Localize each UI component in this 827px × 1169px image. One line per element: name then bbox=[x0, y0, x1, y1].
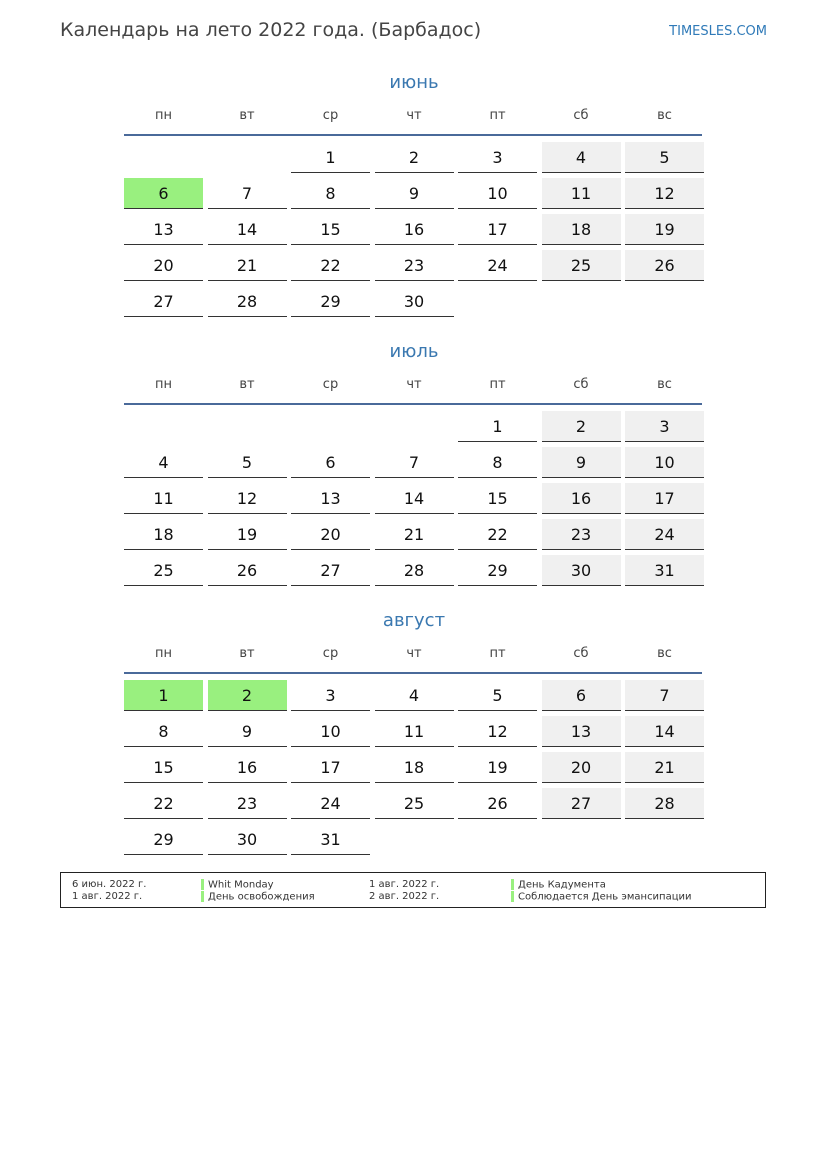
weekend-day-cell: 30 bbox=[542, 555, 621, 586]
day-cell: 8 bbox=[124, 716, 203, 747]
weekday-label: чт bbox=[406, 377, 422, 392]
weekday-label: ср bbox=[322, 108, 339, 123]
day-cell: 2 bbox=[375, 142, 454, 173]
day-cell: 15 bbox=[124, 752, 203, 783]
day-cell: 4 bbox=[375, 680, 454, 711]
weekday-label: сб bbox=[573, 646, 589, 661]
day-cell: 7 bbox=[375, 447, 454, 478]
empty-cell bbox=[208, 142, 287, 173]
weekday-label: пн bbox=[155, 108, 172, 123]
day-cell: 14 bbox=[375, 483, 454, 514]
weekend-day-cell: 17 bbox=[625, 483, 704, 514]
holiday-marker bbox=[511, 891, 514, 902]
legend-date: 2 авг. 2022 г. bbox=[369, 891, 440, 902]
month-title: июнь bbox=[389, 72, 439, 93]
legend-date: 6 июн. 2022 г. bbox=[72, 879, 147, 890]
holiday-day-cell: 2 bbox=[208, 680, 287, 711]
header-divider bbox=[124, 672, 702, 674]
weekend-day-cell: 4 bbox=[542, 142, 621, 173]
day-cell: 3 bbox=[291, 680, 370, 711]
day-cell: 9 bbox=[208, 716, 287, 747]
day-cell: 19 bbox=[208, 519, 287, 550]
weekend-day-cell: 11 bbox=[542, 178, 621, 209]
weekday-label: вс bbox=[657, 377, 672, 392]
day-cell: 28 bbox=[375, 555, 454, 586]
weekend-day-cell: 27 bbox=[542, 788, 621, 819]
days-grid bbox=[124, 142, 704, 317]
holiday-marker bbox=[201, 891, 204, 902]
empty-cell bbox=[208, 411, 287, 442]
weekend-day-cell: 6 bbox=[542, 680, 621, 711]
day-cell: 23 bbox=[208, 788, 287, 819]
weekend-day-cell: 25 bbox=[542, 250, 621, 281]
day-cell: 29 bbox=[291, 286, 370, 317]
weekend-day-cell: 3 bbox=[625, 411, 704, 442]
empty-cell bbox=[291, 411, 370, 442]
day-cell: 5 bbox=[458, 680, 537, 711]
month-calendar bbox=[124, 68, 704, 317]
day-cell: 13 bbox=[124, 214, 203, 245]
day-cell: 20 bbox=[124, 250, 203, 281]
legend-holiday bbox=[511, 891, 692, 903]
weekday-label: пт bbox=[489, 646, 506, 661]
header-divider bbox=[124, 134, 702, 136]
day-cell: 22 bbox=[291, 250, 370, 281]
day-cell: 20 bbox=[291, 519, 370, 550]
empty-cell bbox=[124, 142, 203, 173]
day-cell: 29 bbox=[124, 824, 203, 855]
legend-holiday bbox=[511, 879, 606, 891]
weekend-day-cell: 26 bbox=[625, 250, 704, 281]
legend-holiday-name: Whit Monday bbox=[208, 879, 274, 891]
day-cell: 24 bbox=[458, 250, 537, 281]
day-cell: 1 bbox=[458, 411, 537, 442]
site-link[interactable]: TIMESLES.COM bbox=[669, 24, 767, 39]
weekday-label: пн bbox=[155, 377, 172, 392]
weekday-label: пт bbox=[489, 108, 506, 123]
weekend-day-cell: 18 bbox=[542, 214, 621, 245]
weekend-day-cell: 23 bbox=[542, 519, 621, 550]
days-grid bbox=[124, 680, 704, 855]
day-cell: 15 bbox=[291, 214, 370, 245]
day-cell: 24 bbox=[291, 788, 370, 819]
weekday-header bbox=[124, 377, 704, 403]
day-cell: 11 bbox=[375, 716, 454, 747]
weekday-label: чт bbox=[406, 646, 422, 661]
day-cell: 31 bbox=[291, 824, 370, 855]
header-divider bbox=[124, 403, 702, 405]
day-cell: 6 bbox=[291, 447, 370, 478]
weekend-day-cell: 19 bbox=[625, 214, 704, 245]
day-cell: 22 bbox=[458, 519, 537, 550]
weekday-label: пн bbox=[155, 646, 172, 661]
day-cell: 4 bbox=[124, 447, 203, 478]
weekend-day-cell: 31 bbox=[625, 555, 704, 586]
day-cell: 13 bbox=[291, 483, 370, 514]
month-title: август bbox=[382, 610, 446, 631]
month-calendar bbox=[124, 337, 704, 586]
holiday-legend bbox=[60, 872, 766, 908]
day-cell: 25 bbox=[124, 555, 203, 586]
day-cell: 8 bbox=[291, 178, 370, 209]
day-cell: 27 bbox=[291, 555, 370, 586]
page-title: Календарь на лето 2022 года. (Барбадос) bbox=[60, 19, 482, 41]
day-cell: 27 bbox=[124, 286, 203, 317]
day-cell: 30 bbox=[208, 824, 287, 855]
legend-holiday bbox=[201, 879, 274, 891]
day-cell: 16 bbox=[375, 214, 454, 245]
holiday-day-cell: 6 bbox=[124, 178, 203, 209]
weekend-day-cell: 16 bbox=[542, 483, 621, 514]
legend-holiday bbox=[201, 891, 315, 903]
day-cell: 21 bbox=[375, 519, 454, 550]
weekend-day-cell: 28 bbox=[625, 788, 704, 819]
day-cell: 28 bbox=[208, 286, 287, 317]
day-cell: 18 bbox=[375, 752, 454, 783]
day-cell: 10 bbox=[291, 716, 370, 747]
empty-cell bbox=[375, 411, 454, 442]
day-cell: 30 bbox=[375, 286, 454, 317]
weekday-header bbox=[124, 646, 704, 672]
weekday-label: вт bbox=[239, 377, 255, 392]
holiday-marker bbox=[201, 879, 204, 890]
holiday-day-cell: 1 bbox=[124, 680, 203, 711]
day-cell: 17 bbox=[291, 752, 370, 783]
holiday-marker bbox=[511, 879, 514, 890]
day-cell: 9 bbox=[375, 178, 454, 209]
day-cell: 22 bbox=[124, 788, 203, 819]
weekday-label: ср bbox=[322, 646, 339, 661]
legend-date: 1 авг. 2022 г. bbox=[72, 891, 143, 902]
day-cell: 23 bbox=[375, 250, 454, 281]
day-cell: 26 bbox=[458, 788, 537, 819]
day-cell: 10 bbox=[458, 178, 537, 209]
day-cell: 7 bbox=[208, 178, 287, 209]
weekday-label: вс bbox=[657, 108, 672, 123]
weekday-header bbox=[124, 108, 704, 134]
day-cell: 21 bbox=[208, 250, 287, 281]
legend-holiday-name: День Кадумента bbox=[518, 879, 606, 891]
weekend-day-cell: 7 bbox=[625, 680, 704, 711]
legend-holiday-name: Соблюдается День эмансипации bbox=[518, 891, 692, 903]
weekday-label: сб bbox=[573, 108, 589, 123]
weekend-day-cell: 14 bbox=[625, 716, 704, 747]
day-cell: 16 bbox=[208, 752, 287, 783]
weekend-day-cell: 12 bbox=[625, 178, 704, 209]
weekday-label: вт bbox=[239, 108, 255, 123]
days-grid bbox=[124, 411, 704, 586]
day-cell: 12 bbox=[458, 716, 537, 747]
weekday-label: пт bbox=[489, 377, 506, 392]
day-cell: 11 bbox=[124, 483, 203, 514]
month-title: июль bbox=[389, 341, 439, 362]
day-cell: 17 bbox=[458, 214, 537, 245]
weekday-label: вс bbox=[657, 646, 672, 661]
day-cell: 12 bbox=[208, 483, 287, 514]
weekend-day-cell: 21 bbox=[625, 752, 704, 783]
day-cell: 15 bbox=[458, 483, 537, 514]
day-cell: 3 bbox=[458, 142, 537, 173]
day-cell: 19 bbox=[458, 752, 537, 783]
weekend-day-cell: 20 bbox=[542, 752, 621, 783]
legend-date: 1 авг. 2022 г. bbox=[369, 879, 440, 890]
day-cell: 29 bbox=[458, 555, 537, 586]
empty-cell bbox=[124, 411, 203, 442]
weekend-day-cell: 5 bbox=[625, 142, 704, 173]
day-cell: 5 bbox=[208, 447, 287, 478]
legend-holiday-name: День освобождения bbox=[208, 891, 315, 903]
day-cell: 1 bbox=[291, 142, 370, 173]
day-cell: 14 bbox=[208, 214, 287, 245]
day-cell: 25 bbox=[375, 788, 454, 819]
weekend-day-cell: 24 bbox=[625, 519, 704, 550]
day-cell: 8 bbox=[458, 447, 537, 478]
day-cell: 18 bbox=[124, 519, 203, 550]
weekend-day-cell: 10 bbox=[625, 447, 704, 478]
weekend-day-cell: 13 bbox=[542, 716, 621, 747]
weekday-label: сб bbox=[573, 377, 589, 392]
month-calendar bbox=[124, 606, 704, 855]
weekday-label: чт bbox=[406, 108, 422, 123]
weekday-label: ср bbox=[322, 377, 339, 392]
weekend-day-cell: 2 bbox=[542, 411, 621, 442]
weekend-day-cell: 9 bbox=[542, 447, 621, 478]
day-cell: 26 bbox=[208, 555, 287, 586]
weekday-label: вт bbox=[239, 646, 255, 661]
